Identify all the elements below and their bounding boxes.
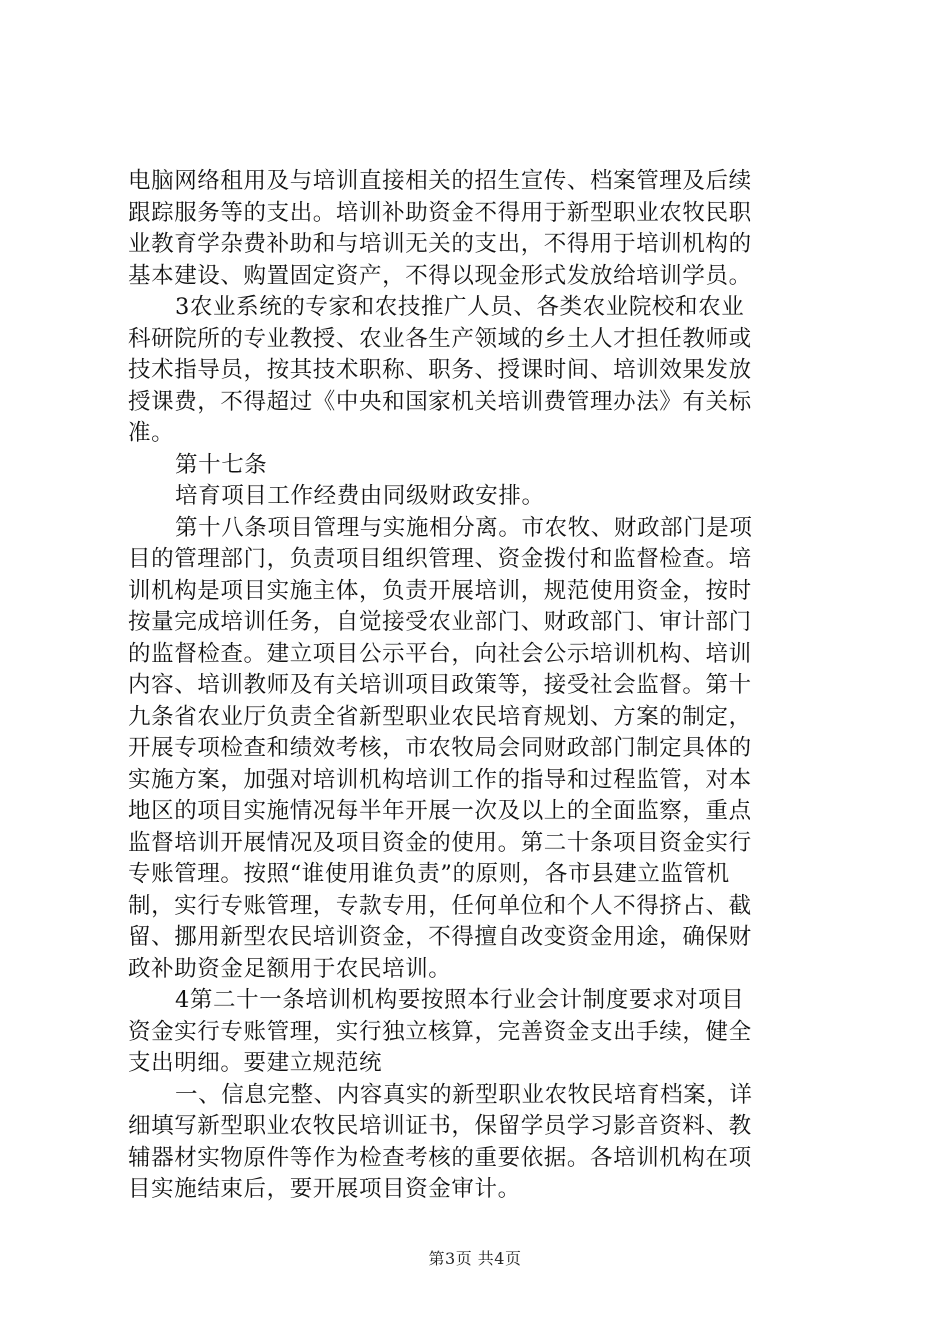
text-line: 训机构是项目实施主体，负责开展培训，规范使用资金，按时 bbox=[128, 577, 752, 604]
paragraph-start-line: 培育项目工作经费由同级财政安排。 bbox=[175, 483, 545, 509]
text-line: 留、挪用新型农民培训资金，不得擅自改变资金用途，确保财 bbox=[128, 924, 752, 950]
text-line: 跟踪服务等的支出。培训补助资金不得用于新型职业农牧民职 bbox=[128, 199, 752, 226]
paragraph-start-line: 一、信息完整、内容真实的新型职业农牧民培育档案，详 bbox=[175, 1081, 753, 1108]
text-line: 政补助资金足额用于农民培训。 bbox=[128, 955, 452, 982]
text-line: 电脑网络租用及与培训直接相关的招生宣传、档案管理及后续 bbox=[128, 168, 752, 194]
text-line: 地区的项目实施情况每半年开展一次及以上的全面监察，重点 bbox=[128, 798, 752, 824]
text-line: 的监督检查。建立项目公示平台，向社会公示培训机构、培训 bbox=[128, 640, 752, 667]
text-line: 按量完成培训任务，自觉接受农业部门、财政部门、审计部门 bbox=[128, 609, 752, 635]
text-line: 制，实行专账管理，专款专用，任何单位和个人不得挤占、截 bbox=[128, 892, 752, 919]
text-line: 目的管理部门，负责项目组织管理、资金拨付和监督检查。培 bbox=[128, 546, 752, 572]
text-line: 九条省农业厅负责全省新型职业农民培育规划、方案的制定， bbox=[128, 703, 752, 730]
text-line: 准。 bbox=[128, 420, 175, 446]
paragraph-start-line: 4第二十一条培训机构要按照本行业会计制度要求对项目 bbox=[175, 987, 745, 1013]
text-line: 内容、培训教师及有关培训项目政策等，接受社会监督。第十 bbox=[128, 672, 752, 698]
text-line: 科研院所的专业教授、农业各生产领域的乡土人才担任教师或 bbox=[128, 325, 752, 352]
paragraph-start-line: 第十八条项目管理与实施相分离。市农牧、财政部门是项 bbox=[175, 514, 753, 541]
text-line: 专账管理。按照“谁使用谁负责”的原则，各市县建立监管机 bbox=[128, 861, 730, 887]
text-line: 技术指导员，按其技术职称、职务、授课时间、培训效果发放 bbox=[128, 357, 752, 383]
text-line: 监督培训开展情况及项目资金的使用。第二十条项目资金实行 bbox=[128, 829, 752, 856]
text-line: 目实施结束后，要开展项目资金审计。 bbox=[128, 1176, 521, 1202]
text-line: 业教育学杂费补助和与培训无关的支出，不得用于培训机构的 bbox=[128, 231, 752, 257]
text-line: 辅器材实物原件等作为检查考核的重要依据。各培训机构在项 bbox=[128, 1144, 752, 1171]
article-heading: 第十七条 bbox=[175, 451, 268, 478]
text-line: 资金实行专账管理，实行独立核算，完善资金支出手续，健全 bbox=[128, 1018, 752, 1045]
text-line: 实施方案，加强对培训机构培训工作的指导和过程监管，对本 bbox=[128, 766, 752, 793]
text-line: 基本建设、购置固定资产，不得以现金形式发放给培训学员。 bbox=[128, 262, 752, 289]
document-body bbox=[128, 166, 834, 1206]
text-line: 支出明细。要建立规范统 bbox=[128, 1050, 383, 1076]
page-number-footer: 第3页 共4页 bbox=[428, 1249, 522, 1268]
paragraph-start-line: 3农业系统的专家和农技推广人员、各类农业院校和农业 bbox=[175, 294, 745, 320]
text-line: 细填写新型职业农牧民培训证书，保留学员学习影音资料、教 bbox=[128, 1113, 752, 1139]
text-line: 授课费，不得超过《中央和国家机关培训费管理办法》有关标 bbox=[128, 388, 752, 415]
text-line: 开展专项检查和绩效考核，市农牧局会同财政部门制定具体的 bbox=[128, 735, 752, 761]
